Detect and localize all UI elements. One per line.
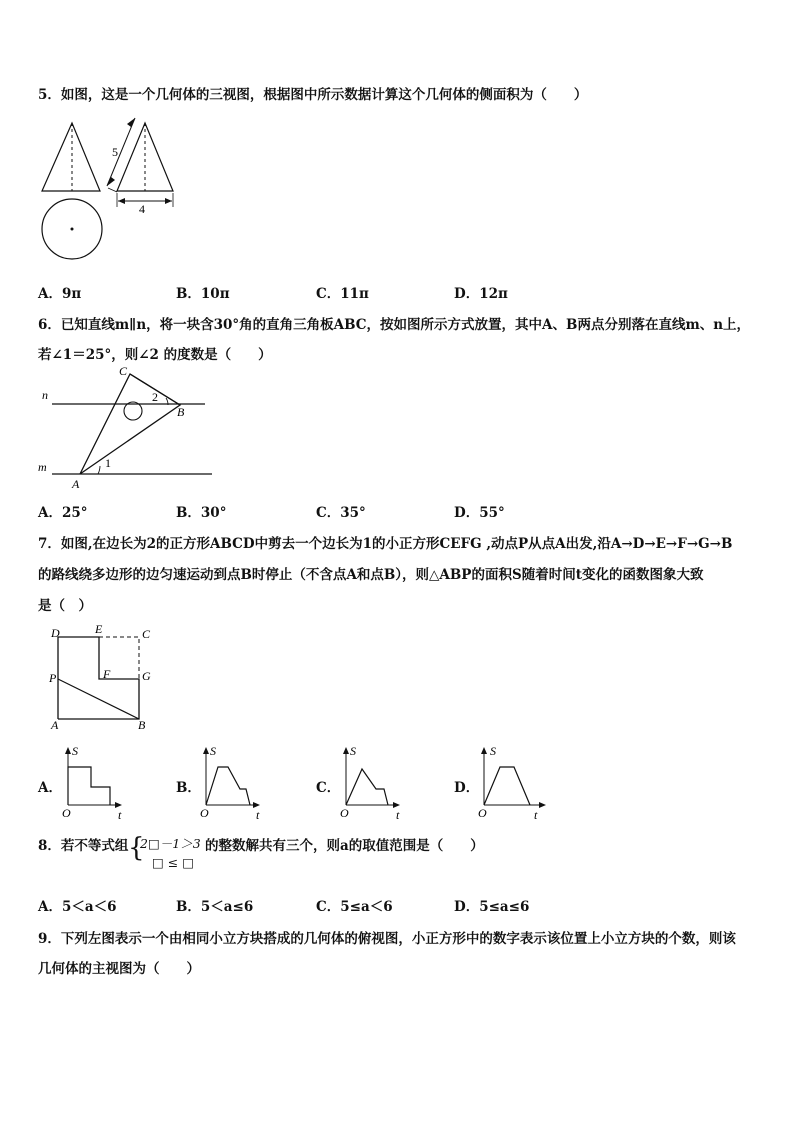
q7-graph-d	[476, 745, 556, 820]
graph-c-s: S	[350, 744, 356, 758]
graph-a-t: t	[118, 808, 122, 822]
q5-option-d: D．12π	[454, 286, 508, 302]
q6-stem-line1: 6．已知直线m∥n，将一块含30°角的直角三角板ABC，按如图所示方式放置，其中A、B两点分别落在直线m、n上，	[38, 317, 751, 333]
pt-f-label: F	[103, 667, 111, 681]
angle-2-label: 2	[152, 390, 158, 404]
pt-e-label: E	[95, 622, 103, 636]
q8-system-line1: 2□－1＞3	[140, 836, 201, 851]
q7-option-c: C．	[316, 780, 341, 796]
q8-system-brace: {	[128, 833, 145, 863]
pt-d-label: D	[51, 626, 60, 640]
q8-option-d: D．5≤a≤6	[454, 899, 530, 915]
q6-stem-line2: 若∠1＝25°，则∠2 的度数是（ ）	[38, 347, 272, 363]
graph-c-o: O	[340, 806, 349, 820]
graph-a-o: O	[62, 806, 71, 820]
q7-option-b: B．	[176, 780, 201, 796]
angle-1-label: 1	[105, 456, 111, 470]
q5-stem: 5．如图，这是一个几何体的三视图，根据图中所示数据计算这个几何体的侧面积为（ ）	[38, 87, 588, 103]
q7-option-d: D．	[454, 780, 480, 796]
pt-c-label: C	[142, 627, 151, 641]
pt-p-label: P	[49, 671, 57, 685]
vertex-b-label: B	[177, 405, 185, 419]
q9-stem-line1: 9．下列左图表示一个由相同小立方块搭成的几何体的俯视图，小正方形中的数字表示该位置上小立方块的个数，则该	[38, 931, 736, 947]
q6-option-b: B．30°	[176, 505, 227, 521]
q6-option-a: A．25°	[38, 505, 88, 521]
q8-option-b: B．5＜a≤6	[176, 899, 254, 915]
pt-a-label: A	[51, 718, 59, 732]
graph-c-t: t	[396, 808, 400, 822]
q5-base-label: 4	[139, 202, 145, 216]
vertex-c-label: C	[119, 364, 128, 378]
q7-graph-c	[338, 745, 408, 820]
vertex-a-label: A	[72, 477, 80, 491]
q8-system-line2: □ ≤ □	[152, 855, 195, 870]
graph-a-s: S	[72, 744, 78, 758]
q7-option-a: A．	[38, 780, 62, 796]
q5-slant-label: 5	[112, 145, 118, 159]
q7-stem-line3: 是（ ）	[38, 598, 92, 614]
q7-graph-b	[198, 745, 268, 820]
pt-g-label: G	[142, 669, 151, 683]
q8-option-a: A．5＜a＜6	[38, 899, 117, 915]
line-m-label: m	[38, 460, 47, 474]
q7-stem-line1: 7．如图,在边长为2的正方形ABCD中剪去一个边长为1的小正方形CEFG ,动点P从点A出发,沿A→D→E→F→G→B	[38, 536, 733, 552]
graph-d-s: S	[490, 744, 496, 758]
q5-option-b: B．10π	[176, 286, 230, 302]
q8-stem-post: 的整数解共有三个，则a的取值范围是（ ）	[205, 838, 484, 854]
line-n-label: n	[42, 388, 48, 402]
q8-stem-pre: 8．若不等式组	[38, 838, 129, 854]
q8-option-c: C．5≤a＜6	[316, 899, 393, 915]
q6-option-c: C．35°	[316, 505, 366, 521]
q5-option-c: C．11π	[316, 286, 369, 302]
graph-b-s: S	[210, 744, 216, 758]
graph-b-o: O	[200, 806, 209, 820]
graph-d-t: t	[534, 808, 538, 822]
q7-graph-a	[60, 745, 130, 820]
graph-b-t: t	[256, 808, 260, 822]
graph-d-o: O	[478, 806, 487, 820]
q6-option-d: D．55°	[454, 505, 505, 521]
pt-b-label: B	[138, 718, 146, 732]
q5-option-a: A．9π	[38, 286, 82, 302]
q7-stem-line2: 的路线绕多边形的边匀速运动到点B时停止（不含点A和点B），则△ABP的面积S随着时间t变化的函数图象大致	[38, 567, 704, 583]
q9-stem-line2: 几何体的主视图为（ ）	[38, 961, 200, 977]
